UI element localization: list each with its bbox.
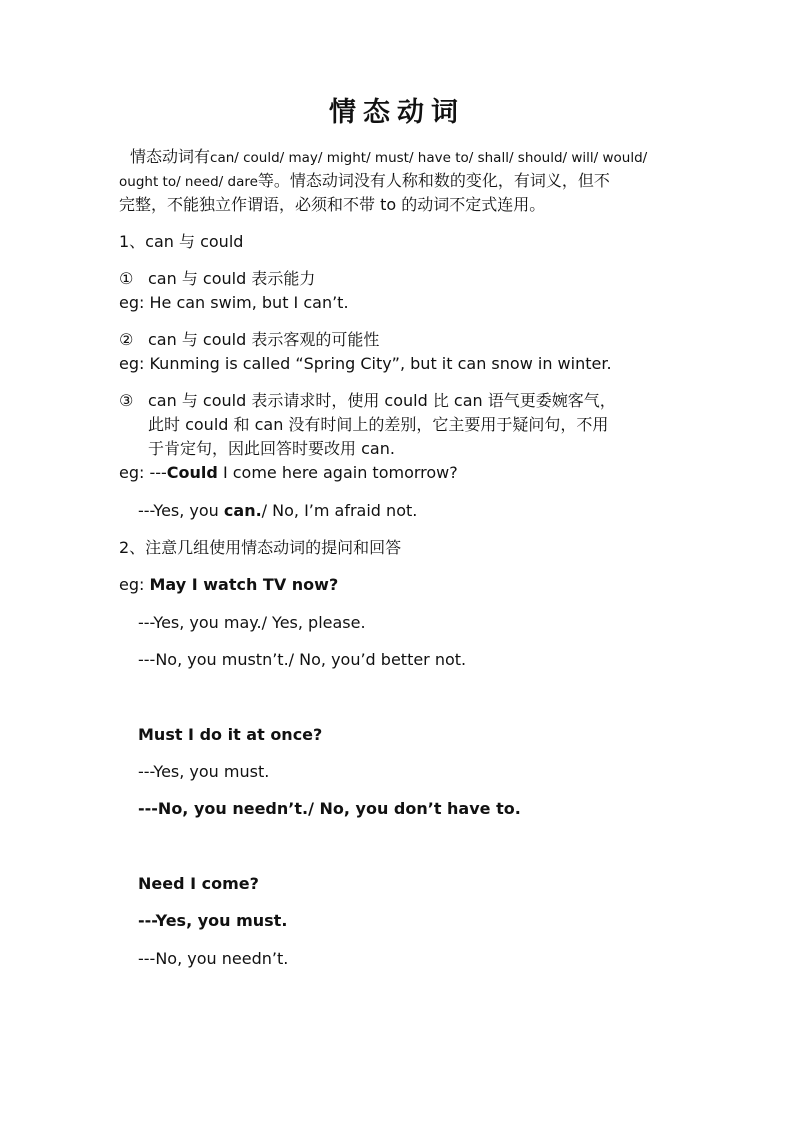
modal-list-1: can/ could/ may/ might/ must/ have to/ shall/ should/ will/ would/ (210, 150, 648, 166)
section-2-heading: 2、注意几组使用情态动词的提问和回答 (119, 538, 402, 557)
answer-rest: / No, I’m afraid not. (261, 501, 418, 520)
question-1-answer-1: ---Yes, you may./ Yes, please. (138, 613, 366, 632)
question-1 (119, 575, 338, 595)
answer-bold-word: can. (223, 501, 262, 520)
item-3-answer (138, 501, 417, 521)
modal-list-2: ought to/ need/ dare (119, 174, 258, 190)
intro-text: 情态动词有 (130, 147, 211, 166)
example-prefix: eg: --- (119, 463, 167, 482)
item-marker-1: ① (119, 269, 134, 288)
question-2-answer-2-text: ---No, you needn’t./ No, you don’t have to. (138, 799, 521, 818)
item-3-line-2: 此时 could 和 can 没有时间上的差别，它主要用于疑问句，不用 (148, 415, 609, 434)
item-marker-3: ③ (119, 391, 134, 410)
question-3 (138, 874, 259, 894)
example-bold-word: Could (166, 463, 218, 482)
item-1-example: eg: He can swim, but I can’t. (119, 293, 349, 312)
question-2-answer-1: ---Yes, you must. (138, 762, 270, 781)
item-2-text: can 与 could 表示客观的可能性 (148, 330, 380, 349)
item-2-example: eg: Kunming is called “Spring City”, but it can snow in winter. (119, 354, 612, 373)
intro-line-3: 完整，不能独立作谓语，必须和不带 to 的动词不定式连用。 (119, 195, 546, 214)
question-2-answer-2 (138, 799, 521, 819)
page-title: 情态动词 (329, 97, 465, 128)
question-3-text: Need I come? (138, 874, 259, 893)
item-3-line-3: 于肯定句，因此回答时要改用 can. (148, 439, 395, 458)
item-3-line-1: can 与 could 表示请求时，使用 could 比 can 语气更委婉客气， (148, 391, 616, 410)
item-3-example (119, 463, 458, 483)
section-1-heading: 1、can 与 could (119, 232, 244, 251)
answer-prefix: ---Yes, you (138, 501, 224, 520)
intro-line-1 (130, 147, 647, 168)
question-3-answer-1-text: ---Yes, you must. (138, 911, 288, 930)
question-3-answer-1 (138, 911, 287, 931)
intro-line-2 (119, 171, 610, 192)
question-1-answer-2: ---No, you mustn’t./ No, you’d better not. (138, 650, 467, 669)
question-2-text: Must I do it at once? (138, 725, 323, 744)
question-3-answer-2: ---No, you needn’t. (138, 949, 289, 968)
example-rest: I come here again tomorrow? (217, 463, 458, 482)
item-1-text: can 与 could 表示能力 (148, 269, 316, 288)
item-marker-2: ② (119, 330, 134, 349)
question-1-text: May I watch TV now? (149, 575, 339, 594)
question-prefix: eg: (119, 575, 150, 594)
intro-text-2: 等。情态动词没有人称和数的变化，有词义，但不 (257, 171, 610, 190)
question-2 (138, 725, 322, 745)
